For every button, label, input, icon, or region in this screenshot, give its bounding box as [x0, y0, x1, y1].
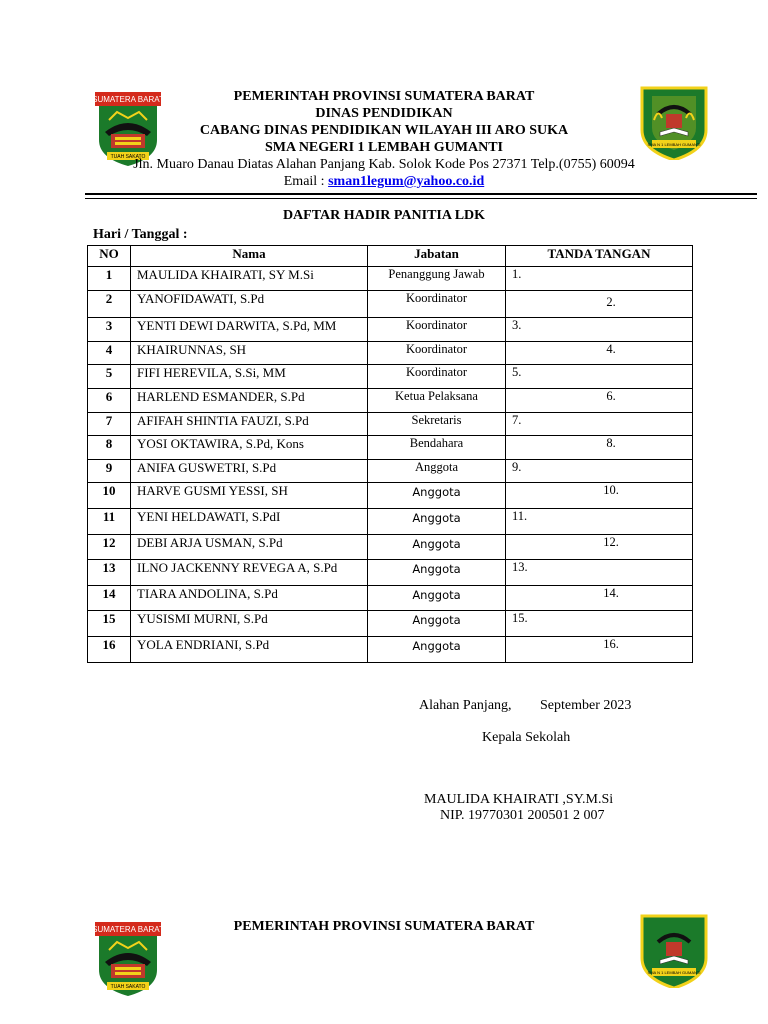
row-no: 6 — [88, 388, 131, 412]
col-header-no: NO — [88, 246, 131, 267]
row-no: 2 — [88, 290, 131, 318]
table-row — [88, 412, 693, 436]
sumbar-logo-next-ribbon: TUAH SAKATO — [110, 984, 146, 990]
header-school: SMA NEGERI 1 LEMBAH GUMANTI — [264, 140, 504, 155]
sumbar-logo-banner: SUMATERA BARAT — [95, 95, 161, 104]
table-row — [88, 508, 693, 534]
row-no: 15 — [88, 611, 131, 637]
row-nama: YOLA ENDRIANI, S.Pd — [131, 636, 368, 662]
table-row — [88, 636, 693, 662]
table-row — [88, 267, 693, 291]
table-row — [88, 341, 693, 365]
signature-nip: NIP. 19770301 200501 2 007 — [440, 808, 605, 823]
header-rule-thin — [85, 198, 757, 199]
col-header-nama: Nama — [131, 246, 368, 267]
school-logo-ribbon: SMA N 1 LEMBAH GUMANTI — [647, 142, 701, 147]
row-no: 7 — [88, 412, 131, 436]
attendance-table — [87, 245, 693, 663]
signature-place: Alahan Panjang, — [419, 698, 512, 713]
header-gov: PEMERINTAH PROVINSI SUMATERA BARAT — [233, 89, 535, 104]
row-nama: YENI HELDAWATI, S.PdI — [131, 508, 368, 534]
row-jabatan: Anggota — [368, 611, 506, 637]
table-row — [88, 365, 693, 389]
table-row — [88, 436, 693, 460]
email-link[interactable]: sman1legum@yahoo.co.id — [328, 174, 485, 189]
table-row — [88, 388, 693, 412]
row-signature[interactable]: 1. — [506, 267, 693, 291]
row-signature[interactable]: 8. — [506, 436, 693, 460]
row-signature[interactable]: 9. — [506, 459, 693, 483]
email-label: Email : — [283, 174, 325, 189]
row-signature[interactable]: 16. — [506, 636, 693, 662]
document-title: DAFTAR HADIR PANITIA LDK — [282, 208, 486, 223]
table-row — [88, 534, 693, 560]
header-email-line — [0, 173, 768, 190]
row-no: 8 — [88, 436, 131, 460]
row-no: 3 — [88, 318, 131, 342]
date-label: Hari / Tanggal : — [93, 227, 188, 242]
row-nama: YUSISMI MURNI, S.Pd — [131, 611, 368, 637]
col-header-jabatan: Jabatan — [368, 246, 506, 267]
row-jabatan: Anggota — [368, 459, 506, 483]
row-no: 9 — [88, 459, 131, 483]
row-no: 10 — [88, 483, 131, 509]
header-rule-thick — [85, 193, 757, 195]
header-cabang: CABANG DINAS PENDIDIKAN WILAYAH III ARO SUKA — [199, 123, 569, 138]
row-jabatan: Koordinator — [368, 365, 506, 389]
table-row — [88, 459, 693, 483]
row-jabatan: Anggota — [368, 508, 506, 534]
row-signature[interactable]: 5. — [506, 365, 693, 389]
table-row — [88, 483, 693, 509]
table-row — [88, 290, 693, 318]
row-no: 1 — [88, 267, 131, 291]
row-signature[interactable]: 11. — [506, 508, 693, 534]
row-jabatan: Anggota — [368, 636, 506, 662]
table-row — [88, 585, 693, 611]
row-no: 12 — [88, 534, 131, 560]
row-nama: ANIFA GUSWETRI, S.Pd — [131, 459, 368, 483]
row-jabatan: Penanggung Jawab — [368, 267, 506, 291]
row-no: 4 — [88, 341, 131, 365]
row-nama: YOSI OKTAWIRA, S.Pd, Kons — [131, 436, 368, 460]
row-nama: MAULIDA KHAIRATI, SY M.Si — [131, 267, 368, 291]
row-jabatan: Bendahara — [368, 436, 506, 460]
row-no: 16 — [88, 636, 131, 662]
table-row — [88, 560, 693, 586]
header-dinas: DINAS PENDIDIKAN — [315, 106, 453, 121]
row-jabatan: Anggota — [368, 483, 506, 509]
row-jabatan: Sekretaris — [368, 412, 506, 436]
signature-date: September 2023 — [540, 698, 632, 713]
row-signature[interactable]: 2. — [506, 290, 693, 318]
signature-role: Kepala Sekolah — [482, 730, 571, 745]
row-nama: YENTI DEWI DARWITA, S.Pd, MM — [131, 318, 368, 342]
row-nama: FIFI HEREVILA, S.Si, MM — [131, 365, 368, 389]
row-signature[interactable]: 7. — [506, 412, 693, 436]
row-signature[interactable]: 12. — [506, 534, 693, 560]
row-nama: TIARA ANDOLINA, S.Pd — [131, 585, 368, 611]
row-nama: ILNO JACKENNY REVEGA A, S.Pd — [131, 560, 368, 586]
row-jabatan: Anggota — [368, 585, 506, 611]
row-jabatan: Ketua Pelaksana — [368, 388, 506, 412]
table-header-row — [88, 246, 693, 267]
row-signature[interactable]: 13. — [506, 560, 693, 586]
sumbar-logo-next-banner: SUMATERA BARAT — [95, 925, 161, 934]
row-signature[interactable]: 15. — [506, 611, 693, 637]
row-no: 14 — [88, 585, 131, 611]
school-logo-next-ribbon: SMA N 1 LEMBAH GUMANTI — [647, 970, 701, 975]
row-jabatan: Koordinator — [368, 318, 506, 342]
row-jabatan: Koordinator — [368, 290, 506, 318]
header-address: Jln. Muaro Danau Diatas Alahan Panjang Kab. Solok Kode Pos 27371 Telp.(0755) 60094 — [133, 157, 635, 172]
table-row — [88, 611, 693, 637]
row-jabatan: Anggota — [368, 534, 506, 560]
row-nama: YANOFIDAWATI, S.Pd — [131, 290, 368, 318]
row-no: 5 — [88, 365, 131, 389]
signature-name: MAULIDA KHAIRATI ,SY.M.Si — [424, 792, 614, 807]
row-nama: HARLEND ESMANDER, S.Pd — [131, 388, 368, 412]
row-no: 13 — [88, 560, 131, 586]
table-row — [88, 318, 693, 342]
row-signature[interactable]: 14. — [506, 585, 693, 611]
row-jabatan: Koordinator — [368, 341, 506, 365]
row-nama: HARVE GUSMI YESSI, SH — [131, 483, 368, 509]
col-header-ttd: TANDA TANGAN — [506, 246, 693, 267]
row-signature[interactable]: 6. — [506, 388, 693, 412]
row-nama: KHAIRUNNAS, SH — [131, 341, 368, 365]
next-page-header-gov: PEMERINTAH PROVINSI SUMATERA BARAT — [233, 919, 535, 934]
row-signature[interactable]: 4. — [506, 341, 693, 365]
row-nama: DEBI ARJA USMAN, S.Pd — [131, 534, 368, 560]
row-nama: AFIFAH SHINTIA FAUZI, S.Pd — [131, 412, 368, 436]
row-jabatan: Anggota — [368, 560, 506, 586]
row-no: 11 — [88, 508, 131, 534]
row-signature[interactable]: 10. — [506, 483, 693, 509]
row-signature[interactable]: 3. — [506, 318, 693, 342]
sumbar-logo-ribbon: TUAH SAKATO — [110, 154, 146, 160]
